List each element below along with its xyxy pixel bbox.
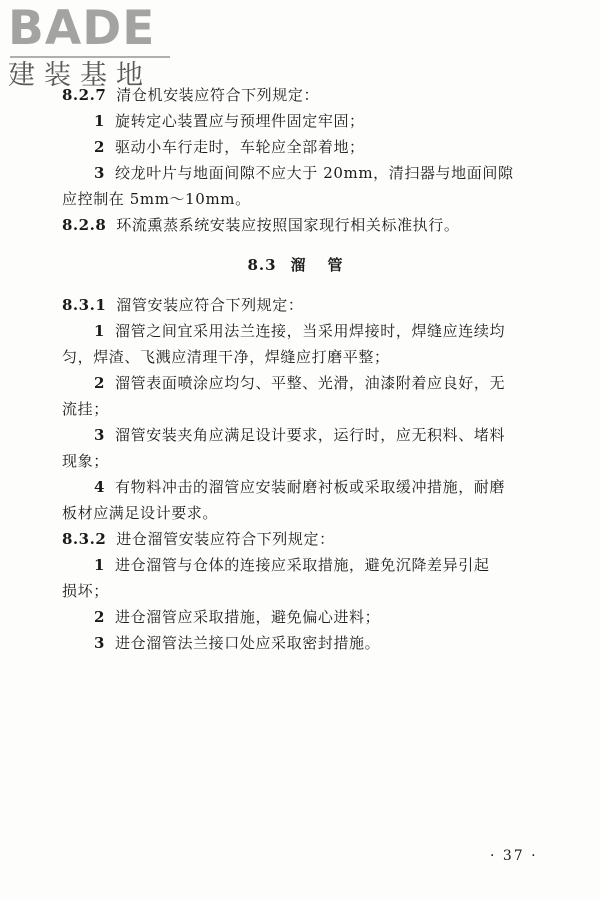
clause-8-3-2-item-3 — [62, 630, 550, 656]
clause-8-3-2 — [62, 526, 550, 552]
item-number: 1 — [94, 112, 106, 130]
item-number: 1 — [94, 322, 106, 340]
item-number: 2 — [94, 138, 106, 156]
watermark-logo — [8, 1, 178, 94]
item-number: 3 — [94, 164, 106, 182]
clause-8-3-2-item-1 — [62, 552, 550, 578]
clause-8-3-1-item-1 — [62, 318, 550, 344]
clause-8-2-7-item-3 — [62, 160, 550, 186]
item-number: 4 — [94, 478, 106, 496]
clause-number: 8.3.1 — [62, 296, 107, 314]
item-text-cont: 损坏； — [62, 582, 109, 600]
clause-8-2-7-item-1 — [62, 108, 550, 134]
clause-text: 环流熏蒸系统安装应按照国家现行相关标准执行。 — [116, 216, 460, 234]
item-text: 驱动小车行走时，车轮应全部着地； — [115, 138, 365, 156]
item-number: 2 — [94, 608, 106, 626]
page-number: · 37 · — [490, 848, 538, 864]
clause-number: 8.2.8 — [62, 216, 107, 234]
clause-text: 溜管安装应符合下列规定： — [116, 296, 304, 314]
clause-8-2-8 — [62, 212, 550, 238]
item-text: 进仓溜管法兰接口处应采取密封措施。 — [115, 634, 381, 652]
item-text-cont: 匀，焊渣、飞溅应清理干净，焊缝应打磨平整； — [62, 348, 390, 366]
item-text: 绞龙叶片与地面间隙不应大于 20mm，清扫器与地面间隙 — [115, 164, 514, 182]
clause-number: 8.2.7 — [62, 86, 107, 104]
clause-8-2-7 — [62, 82, 550, 108]
item-text: 溜管表面喷涂应均匀、平整、光滑，油漆附着应良好，无 — [115, 374, 506, 392]
item-text: 进仓溜管与仓体的连接应采取措施，避免沉降差异引起 — [115, 556, 490, 574]
item-text: 溜管安装夹角应满足设计要求，运行时，应无积料、堵料 — [115, 426, 506, 444]
section-name: 溜管 — [290, 256, 365, 274]
clause-8-2-7-item-2 — [62, 134, 550, 160]
item-text: 旋转定心装置应与预埋件固定牢固； — [115, 112, 365, 130]
item-number: 3 — [94, 426, 106, 444]
clause-8-3-1-item-4 — [62, 474, 550, 500]
logo-brand: BADE — [8, 1, 156, 56]
item-number: 2 — [94, 374, 106, 392]
clause-8-3-1-item-2-cont — [62, 396, 550, 422]
clause-8-3-1-item-3-cont — [62, 448, 550, 474]
section-number: 8.3 — [247, 256, 277, 274]
section-heading — [62, 252, 550, 278]
item-number: 1 — [94, 556, 106, 574]
clause-8-2-7-item-3-cont — [62, 186, 550, 212]
item-text: 溜管之间宜采用法兰连接，当采用焊接时，焊缝应连续均 — [115, 322, 506, 340]
item-text: 进仓溜管应采取措施，避免偏心进料； — [115, 608, 381, 626]
item-text-cont: 现象； — [62, 452, 109, 470]
item-text-cont: 流挂； — [62, 400, 109, 418]
document-body — [62, 82, 550, 656]
clause-8-3-1 — [62, 292, 550, 318]
clause-8-3-1-item-2 — [62, 370, 550, 396]
item-text: 有物料冲击的溜管应安装耐磨衬板或采取缓冲措施，耐磨 — [115, 478, 506, 496]
logo-subtitle: 建装基地 — [8, 60, 152, 91]
item-number: 3 — [94, 634, 106, 652]
clause-8-3-1-item-1-cont — [62, 344, 550, 370]
item-text-cont: 应控制在 5mm～10mm。 — [62, 190, 251, 208]
logo-rule — [10, 56, 170, 58]
clause-text: 清仓机安装应符合下列规定： — [116, 86, 320, 104]
clause-8-3-1-item-4-cont — [62, 500, 550, 526]
clause-8-3-1-item-3 — [62, 422, 550, 448]
clause-text: 进仓溜管安装应符合下列规定： — [116, 530, 335, 548]
clause-8-3-2-item-1-cont — [62, 578, 550, 604]
item-text-cont: 板材应满足设计要求。 — [62, 504, 219, 522]
clause-number: 8.3.2 — [62, 530, 107, 548]
clause-8-3-2-item-2 — [62, 604, 550, 630]
